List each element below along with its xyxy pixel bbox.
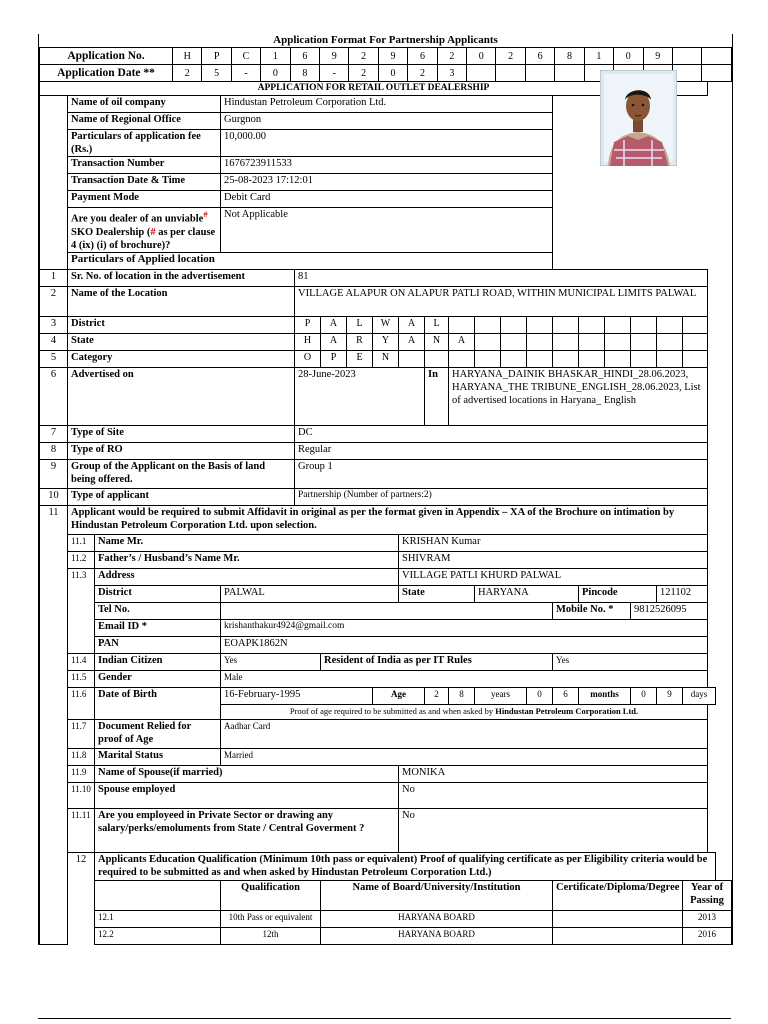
board-header: Name of Board/University/Institution [321,880,553,910]
page-footer-divider [38,1018,731,1019]
category-char: O [295,350,321,367]
location-name-label: Name of the Location [68,286,295,316]
district-char: L [347,316,373,333]
app-no-char: 9 [643,48,672,65]
sub-no: 11.11 [68,808,95,852]
state-label: State [68,333,295,350]
category-char [449,350,475,367]
address-label: Address [95,568,399,585]
sub-no: 11.3 [68,568,95,653]
age-label: Age [373,687,425,704]
category-char [657,350,683,367]
row-no: 3 [40,316,68,333]
gender-value: Male [221,670,708,687]
citizen-value: Yes [221,653,321,670]
app-no-char: 1 [584,48,613,65]
category-char [631,350,657,367]
app-date-char: - [231,65,260,82]
location-row-9 [40,459,732,488]
state-char [475,333,501,350]
spouse-name-value: MONIKA [399,765,708,782]
row-no: 7 [40,425,68,442]
resident-value: Yes [553,653,708,670]
category-char [527,350,553,367]
employment-label: Are you employeed in Private Sector or drawing any salary/perks/emoluments from State / Central Goverment ? [95,808,399,852]
state-char [579,333,605,350]
district-char: P [295,316,321,333]
state-char [527,333,553,350]
education-text: Applicants Education Qualification (Minimum 10th pass or equivalent) Proof of qualifying certificate as per Eligibility criteria would be required to be submitted as and when asked by Hindustan Petroleum Corporation Ltd.) [95,852,716,880]
app-no-char: 6 [408,48,437,65]
form-title: Application Format For Partnership Applicants [40,34,732,48]
category-char [501,350,527,367]
qualification-value: 12th [221,927,321,944]
app-no-char: 6 [290,48,319,65]
doc-proof-label: Document Relied for proof of Age [95,719,221,748]
applied-location-heading: Particulars of Applied location [68,252,553,269]
age-years-digit: 2 [425,687,449,704]
district-char: A [399,316,425,333]
email-value: krishanthakur4924@gmail.com [221,619,708,636]
advertised-in-value: HARYANA_DAINIK BHASKAR_HINDI_28.06.2023, HARYANA_THE TRIBUNE_ENGLISH_28.06.2023, List of advertised locations in Haryana_ English [449,367,708,425]
app-date-char: 3 [437,65,466,82]
spouse-employed-label: Spouse employed [95,782,399,808]
category-char [475,350,501,367]
row-no: 8 [40,442,68,459]
gender-label: Gender [95,670,221,687]
mobile-label: Mobile No. * [553,602,631,619]
app-date-char [467,65,496,82]
address-district-label: District [95,585,221,602]
oil-company-value: Hindustan Petroleum Corporation Ltd. [221,96,553,113]
app-no-char: P [202,48,231,65]
pan-value: EOAPK1862N [221,636,708,653]
qualification-header: Qualification [221,880,321,910]
category-label: Category [68,350,295,367]
district-char [683,316,708,333]
district-char [553,316,579,333]
state-char: N [425,333,449,350]
applicant-type-label: Type of applicant [68,488,295,505]
app-date-char [555,65,584,82]
location-row-3 [40,316,732,333]
section-title: APPLICATION FOR RETAIL OUTLET DEALERSHIP [40,82,708,96]
app-no-char: 9 [378,48,407,65]
state-char [553,333,579,350]
state-char [501,333,527,350]
dob-label: Date of Birth [95,687,221,719]
months-label: months [579,687,631,704]
father-name-value: SHIVRAM [399,551,708,568]
pan-label: PAN [95,636,221,653]
address-state-value: HARYANA [475,585,579,602]
app-no-char: 0 [614,48,643,65]
group-label: Group of the Applicant on the Basis of land being offered. [68,459,295,488]
location-sr-value: 81 [295,269,708,286]
age-days-digit: 9 [657,687,683,704]
row-no: 9 [40,459,68,488]
category-char [605,350,631,367]
sub-no: 12.1 [95,910,221,927]
oil-company-label: Name of oil company [68,96,221,113]
type-of-ro-value: Regular [295,442,708,459]
app-date-char: 0 [378,65,407,82]
location-row-6 [40,367,732,425]
mobile-value: 9812526095 [631,602,708,619]
advertised-date: 28-June-2023 [295,367,425,425]
type-of-site-value: DC [295,425,708,442]
app-date-char: 2 [408,65,437,82]
regional-office-label: Name of Regional Office [68,113,221,130]
row-no: 4 [40,333,68,350]
app-date-char: 0 [261,65,290,82]
years-label: years [475,687,527,704]
category-char [579,350,605,367]
education-row [40,927,732,944]
sub-no: 11.8 [68,748,95,765]
resident-label: Resident of India as per IT Rules [321,653,553,670]
app-date-char [496,65,525,82]
regional-office-value: Gurgnon [221,113,553,130]
sub-no: 11.7 [68,719,95,748]
age-days-digit: 0 [631,687,657,704]
sub-no: 11.2 [68,551,95,568]
district-char: W [373,316,399,333]
state-char: H [295,333,321,350]
citizen-label: Indian Citizen [95,653,221,670]
email-label: Email ID * [95,619,221,636]
app-date-char [702,65,732,82]
location-row-4 [40,333,732,350]
row-no: 5 [40,350,68,367]
address-state-label: State [399,585,475,602]
app-date-char: - [320,65,349,82]
category-char [553,350,579,367]
year-header: Year of Passing [683,880,732,910]
father-name-label: Father’s / Husband’s Name Mr. [95,551,399,568]
app-no-char: C [231,48,260,65]
app-no-char: H [173,48,202,65]
category-char [399,350,425,367]
type-of-site-label: Type of Site [68,425,295,442]
transaction-number-label: Transaction Number [68,157,221,174]
application-date-label: Application Date ** [40,65,173,82]
marital-label: Marital Status [95,748,221,765]
location-row-1 [40,269,732,286]
section-11-row [40,505,732,534]
employment-value: No [399,808,708,852]
group-value: Group 1 [295,459,708,488]
district-char [657,316,683,333]
app-date-char [525,65,554,82]
app-no-char: 9 [320,48,349,65]
application-form [38,34,733,945]
state-char [683,333,708,350]
payment-mode-label: Payment Mode [68,191,221,208]
district-label: District [68,316,295,333]
transaction-date-value: 25-08-2023 17:12:01 [221,174,553,191]
sub-no: 11.4 [68,653,95,670]
category-char: N [373,350,399,367]
row-no: 10 [40,488,68,505]
district-char [475,316,501,333]
sub-no: 11.9 [68,765,95,782]
affidavit-text: Applicant would be required to submit Affidavit in original as per the format given in Appendix – XA of the Brochure on intimation by Hindustan Petroleum Corporation Ltd. upon selection. [68,505,708,534]
app-no-char: 2 [496,48,525,65]
state-char: A [321,333,347,350]
year-value: 2013 [683,910,732,927]
district-char: L [425,316,449,333]
sko-label: Are you dealer of an unviable# SKO Dealership (# as per clause 4 (ix) (i) of brochure)? [68,208,221,253]
state-char [605,333,631,350]
state-char: Y [373,333,399,350]
state-char: A [449,333,475,350]
district-char [527,316,553,333]
pincode-label: Pincode [579,585,657,602]
sub-no: 11.10 [68,782,95,808]
education-row [40,910,732,927]
app-no-char: 6 [525,48,554,65]
location-row-10 [40,488,732,505]
sub-no: 11.5 [68,670,95,687]
application-no-row [40,48,732,65]
fee-label: Particulars of application fee (Rs.) [68,130,221,157]
row-no: 1 [40,269,68,286]
fee-value: 10,000.00 [221,130,553,157]
app-no-char [672,48,701,65]
qualification-value: 10th Pass or equivalent [221,910,321,927]
row-no: 12 [68,852,95,944]
app-no-char: 2 [437,48,466,65]
address-district-value: PALWAL [221,585,399,602]
marital-value: Married [221,748,708,765]
district-char [605,316,631,333]
certificate-value [553,910,683,927]
name-label: Name Mr. [95,534,399,551]
transaction-number-value: 1676723911533 [221,157,553,174]
state-char [657,333,683,350]
category-char: E [347,350,373,367]
year-value: 2016 [683,927,732,944]
state-char: R [347,333,373,350]
doc-proof-value: Aadhar Card [221,719,708,748]
location-sr-label: Sr. No. of location in the advertisement [68,269,295,286]
location-row-7 [40,425,732,442]
section-12-row [40,852,732,880]
main-table [39,81,732,945]
location-row-8 [40,442,732,459]
spouse-name-label: Name of Spouse(if married) [95,765,399,782]
category-char [425,350,449,367]
app-date-char: 2 [349,65,378,82]
tel-label: Tel No. [95,602,221,619]
pincode-value: 121102 [657,585,708,602]
row-no: 2 [40,286,68,316]
district-char: A [321,316,347,333]
district-char [579,316,605,333]
app-no-char [702,48,732,65]
app-no-char: 0 [467,48,496,65]
sko-value: Not Applicable [221,208,553,253]
sub-no: 12.2 [95,927,221,944]
advertised-in-label: In [425,367,449,425]
application-no-label: Application No. [40,48,173,65]
district-char [449,316,475,333]
app-no-char: 2 [349,48,378,65]
certificate-value [553,927,683,944]
advertised-label: Advertised on [68,367,295,425]
district-char [631,316,657,333]
app-date-char: 2 [173,65,202,82]
proof-note: Proof of age required to be submitted as and when asked by Hindustan Petroleum Corporation Ltd. [221,704,708,719]
board-value: HARYANA BOARD [321,927,553,944]
type-of-ro-label: Type of RO [68,442,295,459]
category-char [683,350,708,367]
spouse-employed-value: No [399,782,708,808]
app-date-char: 5 [202,65,231,82]
applicant-photo [600,70,677,166]
district-char [501,316,527,333]
sub-no: 11.6 [68,687,95,719]
age-months-digit: 6 [553,687,579,704]
days-label: days [683,687,716,704]
payment-mode-value: Debit Card [221,191,553,208]
transaction-date-label: Transaction Date & Time [68,174,221,191]
app-no-char: 8 [555,48,584,65]
app-no-char: 1 [261,48,290,65]
location-name-value: VILLAGE ALAPUR ON ALAPUR PATLI ROAD, WITHIN MUNICIPAL LIMITS PALWAL [295,286,708,316]
address-value: VILLAGE PATLI KHURD PALWAL [399,568,708,585]
row-no: 6 [40,367,68,425]
age-years-digit: 8 [449,687,475,704]
sub-no: 11.1 [68,534,95,551]
tel-value [221,602,553,619]
applicant-type-value: Partnership (Number of partners:2) [295,488,708,505]
board-value: HARYANA BOARD [321,910,553,927]
age-months-digit: 0 [527,687,553,704]
location-row-5 [40,350,732,367]
name-value: KRISHAN Kumar [399,534,708,551]
row-no: 11 [40,505,68,944]
category-char: P [321,350,347,367]
certificate-header: Certificate/Diploma/Degree [553,880,683,910]
state-char [631,333,657,350]
location-row-2 [40,286,732,316]
dob-value: 16-February-1995 [221,687,373,704]
app-date-char: 8 [290,65,319,82]
state-char: A [399,333,425,350]
